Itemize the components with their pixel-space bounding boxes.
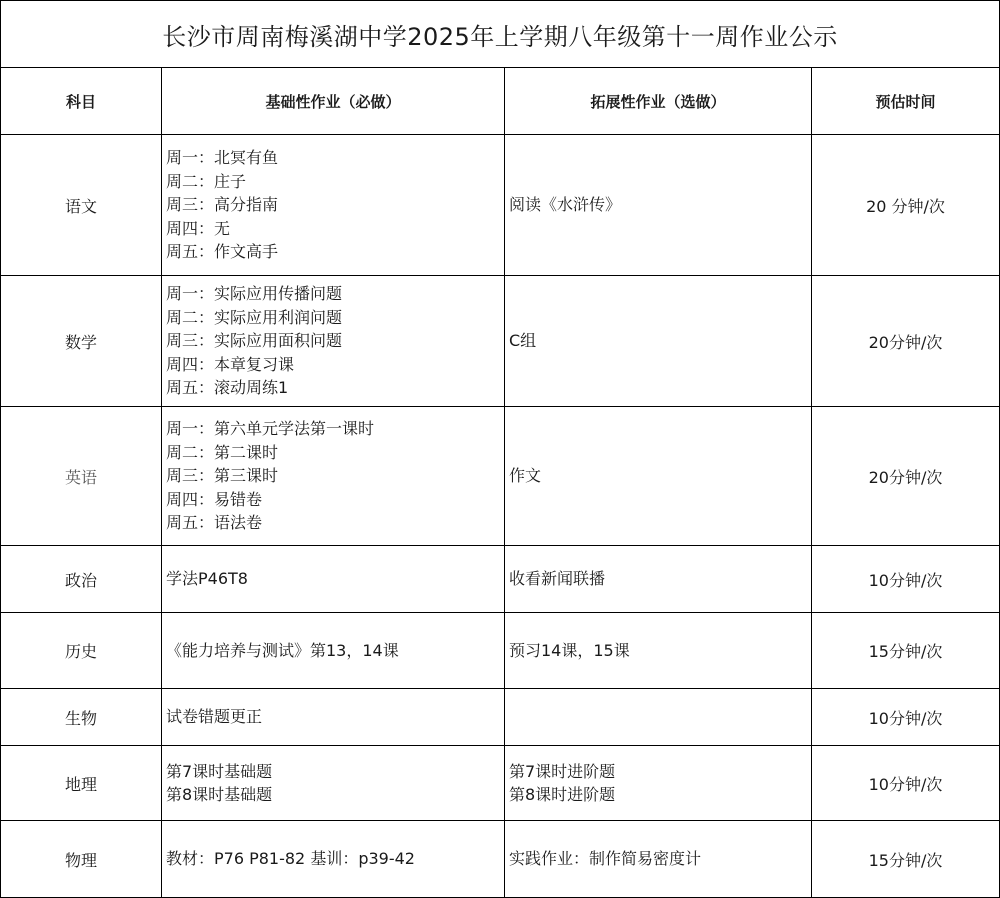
- table-row: [1, 546, 1000, 613]
- extended-homework-line: 第8课时进阶题: [509, 785, 616, 804]
- table-row: [1, 135, 1000, 276]
- time-cell: 10分钟/次: [812, 746, 1000, 821]
- basic-homework-line: 教材：P76 P81-82 基训：p39-42: [166, 849, 415, 869]
- subject-cell: 地理: [1, 746, 162, 821]
- time-cell: 15分钟/次: [812, 821, 1000, 898]
- extended-homework-cell: [505, 746, 812, 821]
- extended-homework-cell: [505, 407, 812, 546]
- extended-homework-line: 预习14课，15课: [509, 640, 630, 660]
- extended-homework-cell: [505, 689, 812, 746]
- subject-cell: 数学: [1, 276, 162, 407]
- extended-homework-line: 收看新闻联播: [509, 569, 606, 589]
- time-cell: 10分钟/次: [812, 689, 1000, 746]
- title-row: [1, 1, 1000, 68]
- basic-homework-line: 第8课时基础题: [166, 785, 273, 804]
- basic-homework-line: 周三：实际应用面积问题: [166, 331, 343, 351]
- subject-cell: 英语: [1, 407, 162, 546]
- table-row: [1, 613, 1000, 689]
- extended-homework-cell: [505, 276, 812, 407]
- extended-homework-cell: [505, 135, 812, 276]
- time-cell: 20分钟/次: [812, 276, 1000, 407]
- extended-homework-line: C组: [509, 331, 537, 351]
- basic-homework-line: 试卷错题更正: [166, 707, 263, 727]
- subject-cell: 物理: [1, 821, 162, 898]
- time-cell: 10分钟/次: [812, 546, 1000, 613]
- time-cell: 20 分钟/次: [812, 135, 1000, 276]
- basic-homework-line: 周四：易错卷: [166, 489, 263, 509]
- basic-homework-line: 周二：实际应用利润问题: [166, 307, 343, 327]
- table-row: [1, 276, 1000, 407]
- extended-homework-line: 阅读《水浒传》: [509, 195, 622, 215]
- basic-homework-cell: [162, 276, 505, 407]
- table-row: [1, 746, 1000, 821]
- header-row: [1, 68, 1000, 135]
- basic-homework-line: 周二：第二课时: [166, 442, 279, 462]
- basic-homework-line: 周一：北冥有鱼: [166, 148, 279, 168]
- basic-homework-line: 第7课时基础题: [166, 761, 273, 781]
- basic-homework-line: 周四：本章复习课: [166, 354, 295, 374]
- subject-cell: 语文: [1, 135, 162, 276]
- basic-homework-cell: [162, 689, 505, 746]
- basic-homework-cell: [162, 135, 505, 276]
- time-cell: 15分钟/次: [812, 613, 1000, 689]
- extended-homework-cell: [505, 613, 812, 689]
- extended-homework-line: 第7课时进阶题: [509, 761, 616, 781]
- subject-cell: 政治: [1, 546, 162, 613]
- subject-cell: 历史: [1, 613, 162, 689]
- extended-homework-line: 实践作业：制作简易密度计: [509, 849, 702, 869]
- extended-homework-line: 作文: [509, 466, 542, 486]
- basic-homework-line: 周一：实际应用传播问题: [166, 284, 343, 304]
- table-row: [1, 407, 1000, 546]
- basic-homework-line: 周五：语法卷: [166, 513, 263, 533]
- basic-homework-cell: [162, 821, 505, 898]
- table-row: [1, 689, 1000, 746]
- basic-homework-line: 周五：作文高手: [166, 242, 279, 262]
- basic-homework-line: 《能力培养与测试》第13，14课: [166, 640, 399, 660]
- header-basic: 基础性作业（必做）: [162, 68, 505, 135]
- basic-homework-line: 周一：第六单元学法第一课时: [166, 419, 375, 439]
- header-time: 预估时间: [812, 68, 1000, 135]
- basic-homework-cell: [162, 407, 505, 546]
- header-extended: 拓展性作业（选做）: [505, 68, 812, 135]
- time-cell: 20分钟/次: [812, 407, 1000, 546]
- page-title: 长沙市周南梅溪湖中学2025年上学期八年级第十一周作业公示: [1, 1, 1000, 68]
- basic-homework-cell: [162, 746, 505, 821]
- basic-homework-cell: [162, 613, 505, 689]
- subject-cell: 生物: [1, 689, 162, 746]
- basic-homework-line: 周五：滚动周练1: [166, 378, 289, 398]
- header-subject: 科目: [1, 68, 162, 135]
- extended-homework-cell: [505, 546, 812, 613]
- basic-homework-line: 周四：无: [166, 218, 231, 238]
- table-row: [1, 821, 1000, 898]
- basic-homework-line: 学法P46T8: [166, 569, 248, 589]
- basic-homework-line: 周三：第三课时: [166, 466, 279, 486]
- basic-homework-line: 周三：高分指南: [166, 195, 279, 215]
- basic-homework-cell: [162, 546, 505, 613]
- extended-homework-cell: [505, 821, 812, 898]
- basic-homework-line: 周二：庄子: [166, 171, 247, 191]
